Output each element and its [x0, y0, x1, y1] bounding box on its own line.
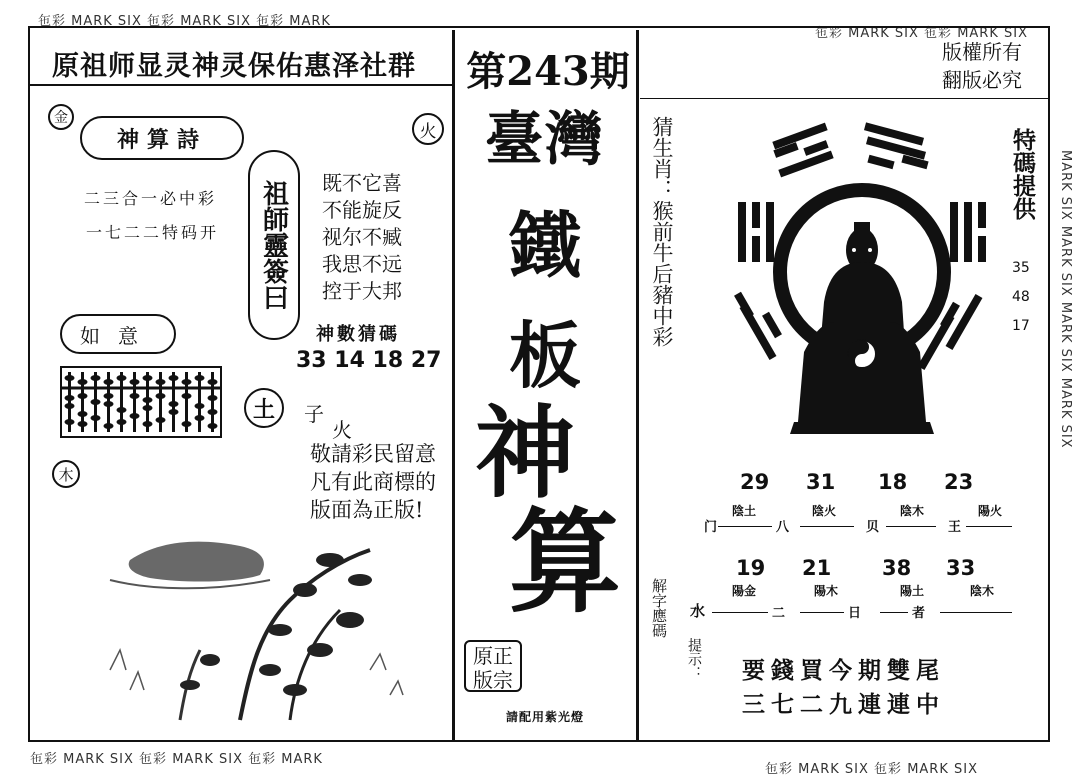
row1-number: 29	[740, 470, 770, 494]
copyright-box	[916, 38, 1048, 98]
row2-char: 日	[848, 606, 862, 621]
special-label: 特碼提供	[1009, 128, 1036, 220]
row2-tag: 陽土	[900, 584, 925, 598]
zi-label: 子	[304, 402, 324, 426]
row1-char: 贝	[866, 520, 880, 535]
row1-char: 八	[776, 520, 790, 535]
row1-number: 23	[944, 470, 974, 494]
row2-char: 二	[772, 606, 786, 621]
watermark-bottom-left: 㐌彩 MARK SIX 㐌彩 MARK SIX 㐌彩 MARK	[30, 752, 323, 767]
notice-line: 凡有此商標的	[310, 470, 436, 494]
row2-line	[712, 612, 768, 613]
hint-label: 提示：	[686, 638, 702, 680]
title-taiwan: 臺灣	[484, 105, 605, 173]
copyright-line2: 翻版必究	[942, 68, 1022, 92]
row2-number: 38	[882, 556, 912, 580]
row2-number: 33	[946, 556, 976, 580]
notice-line: 版面為正版!	[310, 498, 424, 522]
oracle-verse-line: 既不它喜	[322, 171, 402, 195]
group-name: 原祖师显灵神灵保佑惠泽社群	[52, 51, 416, 82]
divider-left	[452, 30, 455, 740]
poem-line-2: 一七二二特码开	[86, 223, 220, 242]
watermark-top-right: 㐌彩 MARK SIX 㐌彩 MARK SIX	[815, 26, 1028, 41]
title-ban: 板	[508, 313, 581, 398]
oracle-verse-line: 控于大邦	[322, 279, 402, 303]
row2-tag: 陰木	[970, 584, 995, 598]
special-number: 17	[1012, 318, 1030, 334]
guess-numbers: 33 14 18 27	[296, 348, 442, 373]
guess-label: 神數猜碼	[316, 324, 400, 345]
row1-number: 31	[806, 470, 836, 494]
poem-line-1: 二三合一必中彩	[84, 189, 218, 208]
bagua-deity-illustration	[734, 122, 990, 452]
stamp-line-1: 原正	[473, 644, 513, 668]
oracle-label: 祖師靈簽曰	[248, 150, 300, 340]
copyright-line1: 版權所有	[942, 40, 1022, 64]
oracle-verse	[322, 170, 402, 305]
row1-tag: 陰土	[732, 504, 757, 518]
hint-line-2: 三七二九連連中	[742, 691, 945, 718]
element-gold-icon: 金	[48, 104, 74, 130]
row1-tag: 陰木	[900, 504, 925, 518]
row2-line	[940, 612, 1012, 613]
row1-line	[718, 526, 772, 527]
row1-tag: 陽火	[978, 504, 1003, 518]
oracle-verse-line: 视尔不臧	[322, 225, 402, 249]
row1-line	[886, 526, 936, 527]
riddle-label: 解字應碼	[650, 578, 668, 638]
element-earth-icon: 土	[244, 388, 284, 428]
row1-number: 18	[878, 470, 908, 494]
landscape-illustration	[90, 520, 420, 730]
authentic-stamp	[464, 640, 522, 692]
title-shen: 神	[475, 394, 575, 512]
title-tie: 鐵	[508, 203, 581, 288]
special-number: 35	[1012, 260, 1030, 276]
element-wood-icon: 木	[52, 460, 80, 488]
special-number: 48	[1012, 289, 1030, 305]
divider-right	[636, 30, 639, 740]
watermark-top-left: 㐌彩 MARK SIX 㐌彩 MARK SIX 㐌彩 MARK	[38, 14, 331, 29]
zodiac-hint: 猜生肖：猴前牛后豬中彩	[650, 116, 674, 347]
issue-number: 第243期	[466, 48, 630, 95]
hint-line-1: 要錢買今期雙尾	[742, 657, 945, 684]
notice-fire: 火	[332, 418, 352, 442]
header-divider-right	[640, 98, 1048, 99]
watermark-bottom-right: 㐌彩 MARK SIX 㐌彩 MARK SIX	[765, 762, 978, 777]
row2-number: 21	[802, 556, 832, 580]
abacus-icon	[60, 366, 222, 438]
element-fire-icon: 火	[412, 113, 444, 145]
row2-char: 水	[690, 602, 706, 620]
row1-char: 门	[704, 520, 718, 535]
oracle-verse-line: 我思不远	[322, 252, 402, 276]
row2-line	[880, 612, 908, 613]
row2-tag: 陽木	[814, 584, 839, 598]
watermark-side-right: MARK SIX MARK SIX MARK SIX MARK SIX	[1058, 150, 1073, 449]
row2-number: 19	[736, 556, 766, 580]
row1-line	[966, 526, 1012, 527]
stamp-line-2: 版宗	[473, 668, 513, 692]
ruyi-label: 如意	[60, 314, 176, 354]
poem-title: 神算詩	[80, 116, 244, 160]
notice-text	[310, 440, 436, 524]
footer-note: 請配用紫光燈	[506, 710, 585, 724]
special-numbers	[1012, 254, 1030, 341]
oracle-verse-line: 不能旋反	[322, 198, 402, 222]
header-divider-left	[28, 84, 454, 86]
row1-tag: 陰火	[812, 504, 837, 518]
row2-char: 者	[912, 606, 926, 621]
row2-line	[800, 612, 844, 613]
row1-char: 王	[948, 520, 962, 535]
row1-line	[800, 526, 854, 527]
notice-line: 敬請彩民留意	[310, 442, 436, 466]
row2-tag: 陽金	[732, 584, 757, 598]
title-suan: 算	[509, 497, 621, 628]
